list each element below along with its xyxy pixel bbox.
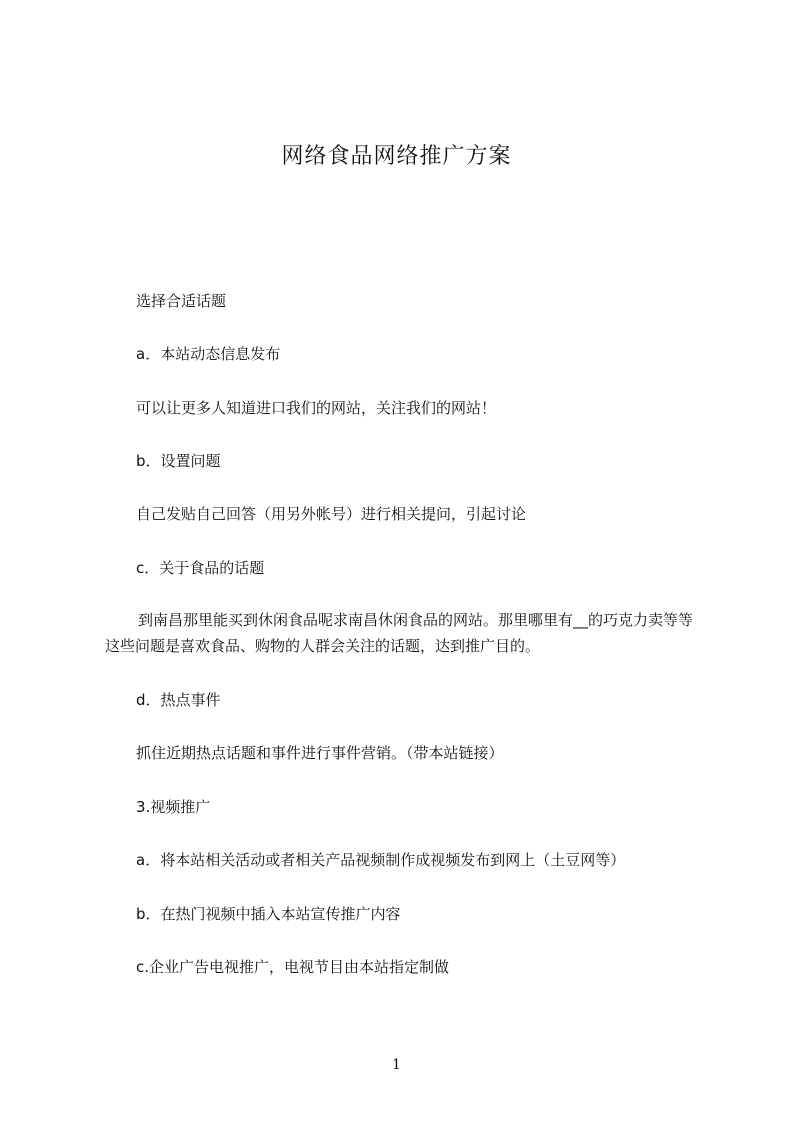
paragraph-food-topic-detail: 到南昌那里能买到休闲食品呢求南昌休闲食品的网站。那里哪里有__的巧克力卖等等这些问题是喜欢食品、购物的人群会关注的话题，达到推广目的。 [105, 611, 694, 655]
paragraph-b-set-questions: b．设置问题 [136, 452, 221, 470]
page-number: 1 [392, 1057, 401, 1073]
paragraph-c-food-topics: c．关于食品的话题 [136, 559, 265, 577]
paragraph-video-promotion: 3.视频推广 [136, 798, 211, 816]
paragraph-a-video-upload: a．将本站相关活动或者相关产品视频制作成视频发布到网上（土豆网等） [136, 851, 626, 869]
paragraph-c-tv-ads: c.企业广告电视推广，电视节目由本站指定制做 [136, 958, 450, 976]
paragraph-site-awareness: 可以让更多人知道进口我们的网站，关注我们的网站！ [136, 399, 497, 417]
paragraph-self-answer: 自己发贴自己回答（用另外帐号）进行相关提问，引起讨论 [136, 505, 527, 523]
paragraph-a-site-news: a．本站动态信息发布 [136, 345, 281, 363]
paragraph-b-insert-ads: b．在热门视频中插入本站宣传推广内容 [136, 905, 401, 923]
paragraph-d-hot-events: d．热点事件 [136, 691, 221, 709]
paragraph-choose-topic: 选择合适话题 [136, 292, 227, 310]
paragraph-event-marketing: 抓住近期热点话题和事件进行事件营销。（带本站链接） [136, 744, 504, 762]
document-title: 网络食品网络推广方案 [281, 144, 512, 169]
